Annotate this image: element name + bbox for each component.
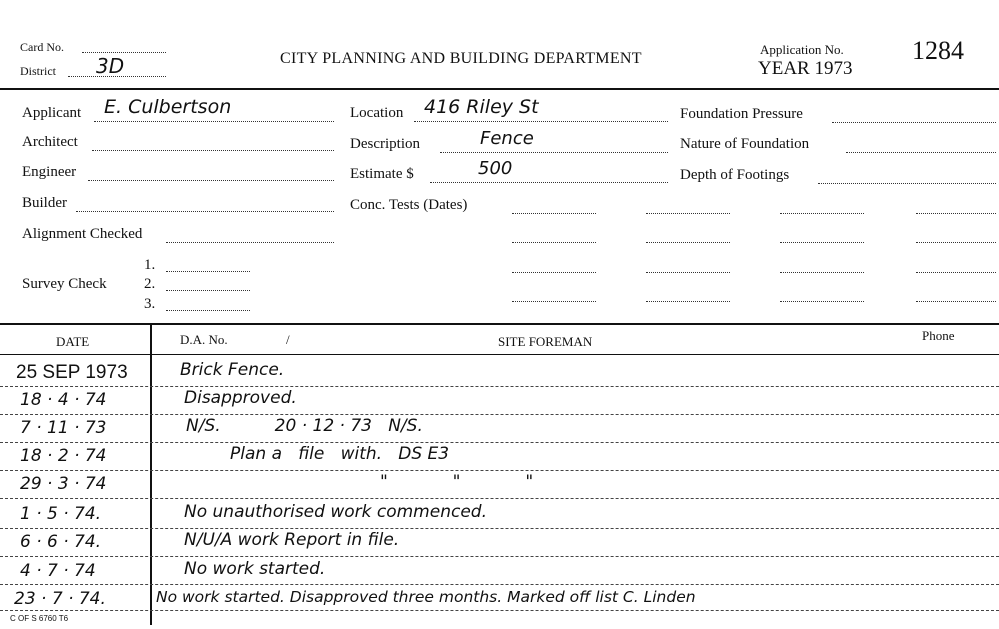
date-header: DATE: [56, 334, 90, 349]
description-value: Fence: [480, 128, 534, 149]
row-rule-2: [0, 414, 999, 415]
description-label: Description: [350, 136, 420, 152]
conc-tests-label: Conc. Tests (Dates): [350, 197, 468, 213]
builder-label: Builder: [22, 195, 67, 211]
applicant-label: Applicant: [22, 105, 82, 121]
application-no-label: Application No.: [760, 42, 844, 57]
alignment-label: Alignment Checked: [22, 226, 143, 242]
row-date-1: 25 SEP 1973: [16, 362, 128, 383]
application-number: 1284: [912, 36, 964, 65]
conc-line-b3: [646, 272, 730, 273]
row-note-1: Brick Fence.: [180, 360, 285, 380]
conc-line-d1: [916, 213, 996, 214]
form-code: C OF S 6760 T6: [10, 614, 69, 623]
builder-line: [76, 211, 334, 212]
row-date-3: 7 · 11 · 73: [20, 418, 107, 438]
foundation-pressure-line: [832, 122, 996, 123]
estimate-label: Estimate $: [350, 166, 414, 182]
row-note-7: N/U/A work Report in file.: [184, 530, 400, 550]
district-value: 3D: [96, 54, 125, 78]
conc-line-c3: [780, 272, 864, 273]
conc-line-a4: [512, 301, 596, 302]
row-rule-4: [0, 470, 999, 471]
row-rule-7: [0, 556, 999, 557]
conc-line-c2: [780, 242, 864, 243]
date-column-divider: [150, 325, 152, 625]
conc-line-b1: [646, 213, 730, 214]
department-title: CITY PLANNING AND BUILDING DEPARTMENT: [280, 50, 642, 67]
row-rule-6: [0, 528, 999, 529]
da-slash: /: [286, 332, 290, 347]
conc-line-d4: [916, 301, 996, 302]
conc-line-b2: [646, 242, 730, 243]
row-date-6: 1 · 5 · 74.: [20, 504, 102, 524]
engineer-line: [88, 180, 334, 181]
row-note-2: Disapproved.: [184, 388, 297, 408]
phone-header: Phone: [922, 328, 955, 343]
district-label: District: [20, 64, 56, 78]
row-note-9: No work started. Disapproved three months. Marked off list C. Linden: [156, 588, 696, 606]
row-note-3: N/S. 20 · 12 · 73 N/S.: [186, 416, 423, 436]
row-date-2: 18 · 4 · 74: [20, 390, 107, 410]
row-date-7: 6 · 6 · 74.: [20, 532, 102, 552]
description-line: [440, 152, 668, 153]
survey-item-3: 3.: [144, 296, 156, 312]
estimate-line: [430, 182, 668, 183]
row-date-8: 4 · 7 · 74: [20, 561, 96, 581]
card-no-line: [82, 52, 166, 53]
card-no-label: Card No.: [20, 40, 64, 54]
survey-item-1: 1.: [144, 257, 156, 273]
row-rule-8: [0, 584, 999, 585]
row-note-4: Plan a file with. DS E3: [230, 444, 450, 464]
depth-footings-line: [818, 183, 996, 184]
architect-label: Architect: [22, 134, 78, 150]
row-date-9: 23 · 7 · 74.: [14, 589, 106, 609]
survey-line-1: [166, 271, 250, 272]
row-date-4: 18 · 2 · 74: [20, 446, 107, 466]
location-label: Location: [350, 105, 404, 121]
architect-line: [92, 150, 334, 151]
row-rule-1: [0, 386, 999, 387]
row-rule-9: [0, 610, 999, 611]
header-rule: [0, 88, 999, 90]
survey-line-3: [166, 310, 250, 311]
row-note-8: No work started.: [184, 559, 326, 579]
row-note-6: No unauthorised work commenced.: [184, 502, 487, 522]
conc-line-b4: [646, 301, 730, 302]
nature-foundation-line: [846, 152, 996, 153]
location-value: 416 Riley St: [424, 96, 539, 118]
survey-line-2: [166, 290, 250, 291]
applicant-value: E. Culbertson: [104, 96, 232, 118]
estimate-value: 500: [478, 158, 513, 179]
conc-line-a2: [512, 242, 596, 243]
row-rule-5: [0, 498, 999, 499]
survey-label: Survey Check: [22, 276, 107, 292]
engineer-label: Engineer: [22, 164, 77, 180]
year-label: YEAR 1973: [758, 58, 853, 79]
conc-line-a1: [512, 213, 596, 214]
survey-item-2: 2.: [144, 276, 156, 292]
row-rule-3: [0, 442, 999, 443]
location-line: [414, 121, 668, 122]
foundation-pressure-label: Foundation Pressure: [680, 106, 803, 122]
conc-line-c1: [780, 213, 864, 214]
da-header: D.A. No.: [180, 332, 228, 347]
applicant-line: [94, 121, 334, 122]
table-header-rule: [0, 354, 999, 355]
conc-line-d3: [916, 272, 996, 273]
nature-foundation-label: Nature of Foundation: [680, 136, 810, 152]
conc-line-d2: [916, 242, 996, 243]
conc-line-a3: [512, 272, 596, 273]
row-date-5: 29 · 3 · 74: [20, 474, 107, 494]
foreman-header: SITE FOREMAN: [498, 334, 593, 349]
row-note-5: " " ": [380, 472, 534, 492]
depth-footings-label: Depth of Footings: [680, 167, 790, 183]
alignment-line: [166, 242, 334, 243]
conc-line-c4: [780, 301, 864, 302]
